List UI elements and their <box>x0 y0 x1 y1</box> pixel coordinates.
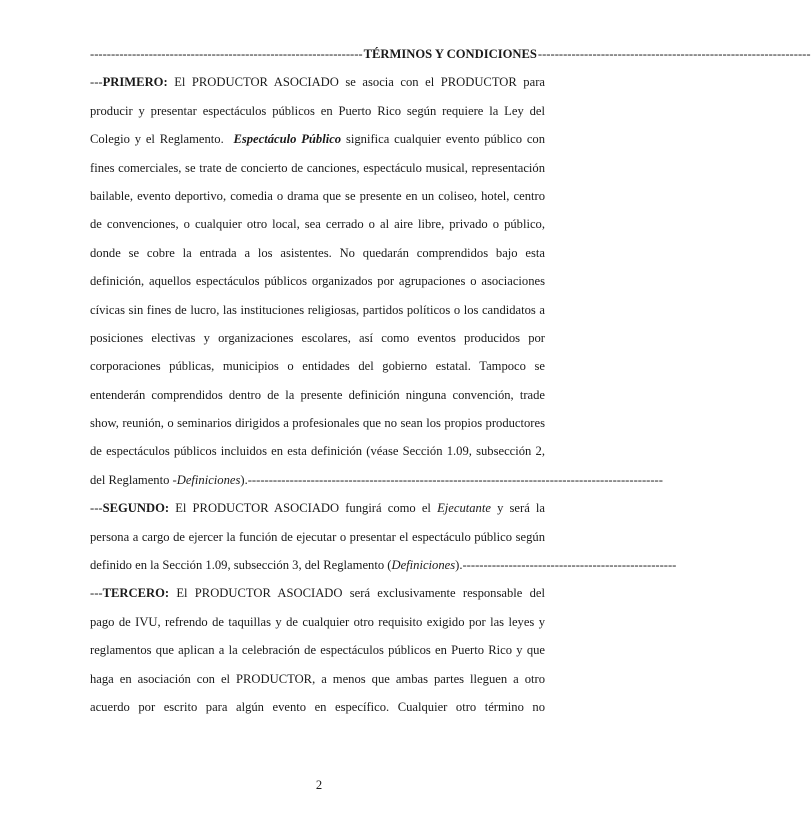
clause-text: El PRODUCTOR ASOCIADO será exclusivamente responsable del <box>176 586 545 601</box>
clause-segundo-label: SEGUNDO: <box>102 501 170 516</box>
title-dashes-right: ----------------------------------------------------------------- <box>537 47 811 61</box>
clause-primero-line-4: fines comerciales, se trate de concierto de canciones, espectáculo musical, representación <box>90 160 545 175</box>
clause-tercero-line-1 <box>90 585 545 601</box>
clause-tercero-line-3: reglamentos que aplican a la celebración de espectáculos públicos en Puerto Rico y que <box>90 643 545 658</box>
title-dashes-left: ----------------------------------------------------------------- <box>90 47 363 61</box>
defined-term: Definiciones <box>391 558 456 573</box>
clause-text: Colegio y el Reglamento. <box>90 132 224 147</box>
clause-prefix: --- <box>90 75 103 90</box>
defined-term: Espectáculo Público <box>233 132 342 147</box>
clause-primero-line-13: show, reunión, o seminarios dirigidos a profesionales que no sean los propios productores <box>90 416 545 431</box>
title-text: TÉRMINOS Y CONDICIONES <box>363 47 537 61</box>
clause-prefix: --- <box>90 501 103 516</box>
clause-primero-label: PRIMERO: <box>102 75 168 90</box>
clause-text: significa cualquier evento público con <box>345 132 546 147</box>
clause-primero-line-15 <box>90 472 663 488</box>
clause-primero-line-11: corporaciones públicas, municipios o entidades del gobierno estatal. Tampoco se <box>90 359 545 374</box>
clause-primero-line-7: donde se cobre la entrada a los asistentes. No quedarán comprendidos bajo esta <box>90 245 545 260</box>
clause-segundo-line-3 <box>90 557 677 573</box>
clause-primero-line-8: definición, aquellos espectáculos públicos organizados por agrupaciones o asociaciones <box>90 274 545 289</box>
filler-dashes: --------------------------------------------------------------------------------------------------- <box>247 472 663 487</box>
defined-term: Ejecutante <box>437 501 491 516</box>
clause-text: definido en la Sección 1.09, subsección 3, del Reglamento ( <box>90 558 392 573</box>
filler-dashes: --------------------------------------------------- <box>462 558 677 573</box>
clause-primero-line-1 <box>90 74 545 90</box>
clause-tercero-label: TERCERO: <box>102 586 170 601</box>
clause-text: ). <box>455 558 463 573</box>
clause-prefix: --- <box>90 586 103 601</box>
clause-primero-line-9: cívicas sin fines de lucro, las instituciones religiosas, partidos políticos o los candidatos a <box>90 302 545 317</box>
clause-text: El PRODUCTOR ASOCIADO fungirá como el <box>175 501 431 516</box>
clause-segundo-line-1 <box>90 500 545 516</box>
clause-tercero-line-4: haga en asociación con el PRODUCTOR, a menos que ambas partes lleguen a otro <box>90 671 545 686</box>
clause-text: ). <box>240 472 248 487</box>
section-title <box>90 46 811 62</box>
clause-segundo-line-2: persona a cargo de ejercer la función de ejecutar o presentar el espectáculo público según <box>90 529 545 544</box>
clause-primero-line-12: entenderán comprendidos dentro de la presente definición ninguna convención, trade <box>90 387 545 402</box>
clause-primero-line-5: bailable, evento deportivo, comedia o drama que se presente en un coliseo, hotel, centro <box>90 188 545 203</box>
document-body <box>90 46 811 727</box>
clause-primero-line-6: de convenciones, o cualquier otro local, sea cerrado o al aire libre, privado o público, <box>90 217 545 232</box>
clause-tercero-line-5: acuerdo por escrito para algún evento en específico. Cualquier otro término no <box>90 699 545 714</box>
clause-tercero-line-2: pago de IVU, refrendo de taquillas y de cualquier otro requisito exigido por las leyes y <box>90 614 545 629</box>
clause-text: del Reglamento - <box>90 472 177 487</box>
clause-primero-line-10: posiciones electivas y organizaciones escolares, así como eventos producidos por <box>90 330 545 345</box>
clause-primero-line-2: producir y presentar espectáculos públicos en Puerto Rico según requiere la Ley del <box>90 103 545 118</box>
defined-term: Definiciones <box>176 472 241 487</box>
clause-primero-line-14: de espectáculos públicos incluidos en esta definición (véase Sección 1.09, subsección 2, <box>90 444 545 459</box>
clause-primero-line-3 <box>90 131 545 147</box>
clause-text: El PRODUCTOR ASOCIADO se asocia con el PRODUCTOR para <box>174 75 545 90</box>
clause-text: y será la <box>497 501 546 516</box>
page-number: 2 <box>315 778 323 792</box>
